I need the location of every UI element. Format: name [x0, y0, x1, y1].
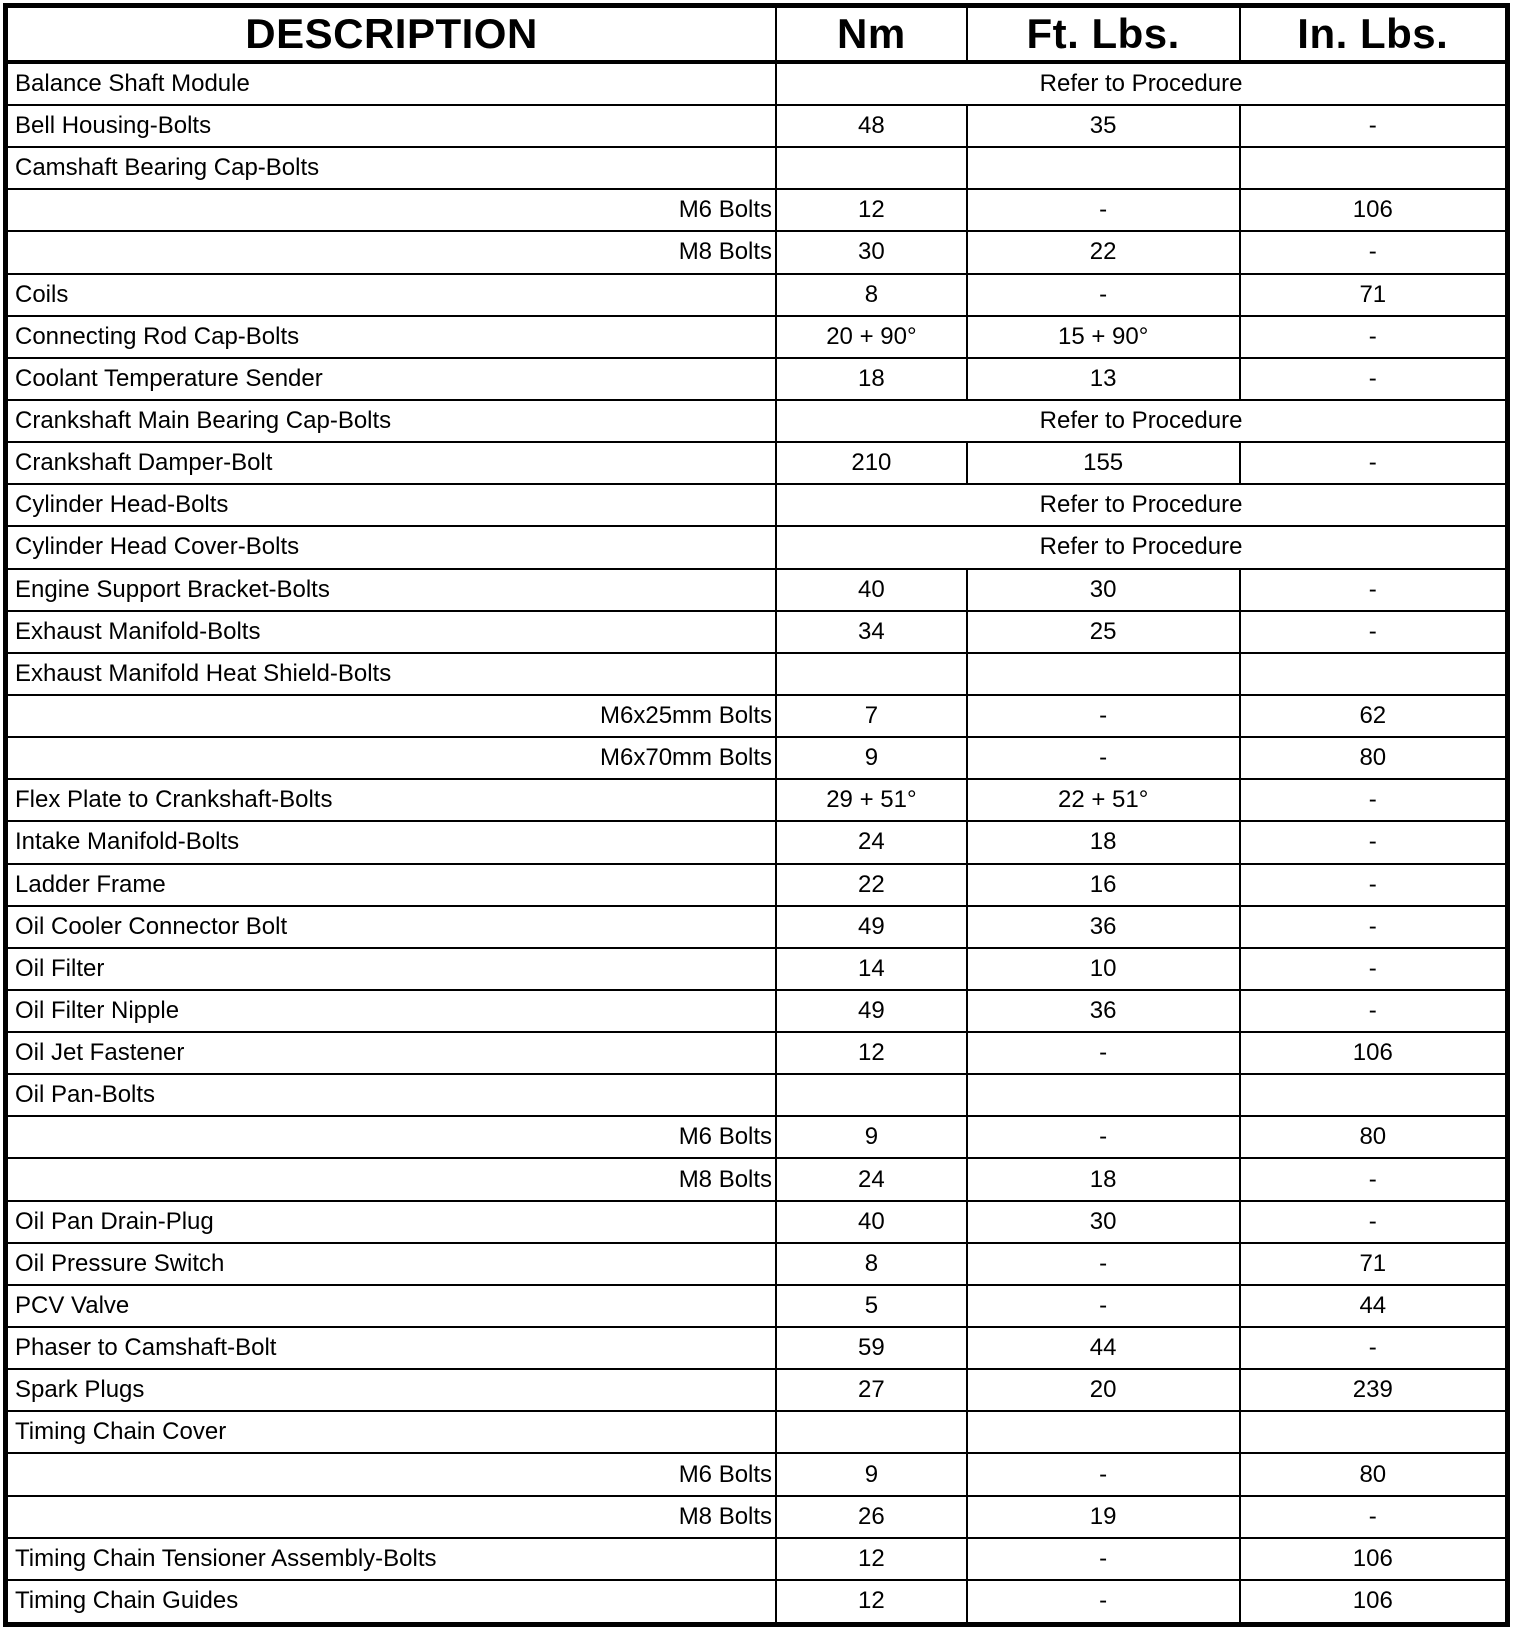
in-value-cell: -: [1240, 231, 1508, 273]
in-value-cell: -: [1240, 779, 1508, 821]
table-row: [6, 906, 1508, 948]
column-header-ft-lbs: Ft. Lbs.: [967, 6, 1240, 62]
ft-value-cell: [967, 1411, 1240, 1453]
nm-value-cell: 49: [776, 906, 967, 948]
ft-value-cell: 36: [967, 990, 1240, 1032]
description-cell: Oil Jet Fastener: [6, 1032, 777, 1074]
description-cell: Spark Plugs: [6, 1369, 777, 1411]
description-cell: Intake Manifold-Bolts: [6, 821, 777, 863]
description-cell: Timing Chain Cover: [6, 1411, 777, 1453]
column-header-nm: Nm: [776, 6, 967, 62]
description-sub-cell: M6 Bolts: [6, 1116, 777, 1158]
in-value-cell: [1240, 147, 1508, 189]
description-cell: Oil Cooler Connector Bolt: [6, 906, 777, 948]
description-sub-cell: M6x70mm Bolts: [6, 737, 777, 779]
description-sub-cell: M6x25mm Bolts: [6, 695, 777, 737]
table-row: [6, 1538, 1508, 1580]
ft-value-cell: 35: [967, 105, 1240, 147]
ft-value-cell: -: [967, 737, 1240, 779]
ft-value-cell: [967, 653, 1240, 695]
ft-value-cell: 30: [967, 569, 1240, 611]
nm-value-cell: 34: [776, 611, 967, 653]
in-value-cell: 62: [1240, 695, 1508, 737]
description-cell: Oil Filter Nipple: [6, 990, 777, 1032]
table-row: [6, 1369, 1508, 1411]
table-row: [6, 358, 1508, 400]
description-cell: Cylinder Head-Bolts: [6, 484, 777, 526]
table-row: [6, 400, 1508, 442]
description-cell: Oil Pan Drain-Plug: [6, 1201, 777, 1243]
nm-value-cell: 26: [776, 1496, 967, 1538]
in-value-cell: 44: [1240, 1285, 1508, 1327]
table-row: [6, 737, 1508, 779]
description-cell: Oil Filter: [6, 948, 777, 990]
description-cell: Timing Chain Tensioner Assembly-Bolts: [6, 1538, 777, 1580]
table-row: [6, 1201, 1508, 1243]
description-cell: Crankshaft Main Bearing Cap-Bolts: [6, 400, 777, 442]
table-row: [6, 695, 1508, 737]
nm-value-cell: 12: [776, 1032, 967, 1074]
refer-to-procedure-cell: Refer to Procedure: [776, 484, 1507, 526]
description-cell: Coolant Temperature Sender: [6, 358, 777, 400]
description-cell: Camshaft Bearing Cap-Bolts: [6, 147, 777, 189]
ft-value-cell: -: [967, 189, 1240, 231]
table-row: [6, 864, 1508, 906]
description-sub-cell: M6 Bolts: [6, 1453, 777, 1495]
table-body: [6, 62, 1508, 1625]
table-row: [6, 105, 1508, 147]
ft-value-cell: [967, 1074, 1240, 1116]
table-row: [6, 1074, 1508, 1116]
nm-value-cell: 8: [776, 1243, 967, 1285]
description-sub-cell: M8 Bolts: [6, 1496, 777, 1538]
ft-value-cell: -: [967, 1285, 1240, 1327]
nm-value-cell: [776, 1411, 967, 1453]
nm-value-cell: [776, 1074, 967, 1116]
description-cell: Ladder Frame: [6, 864, 777, 906]
table-row: [6, 231, 1508, 273]
nm-value-cell: 27: [776, 1369, 967, 1411]
ft-value-cell: -: [967, 1243, 1240, 1285]
nm-value-cell: [776, 147, 967, 189]
column-header-description: DESCRIPTION: [6, 6, 777, 62]
ft-value-cell: -: [967, 1116, 1240, 1158]
ft-value-cell: 16: [967, 864, 1240, 906]
table-row: [6, 821, 1508, 863]
nm-value-cell: 24: [776, 821, 967, 863]
column-header-in-lbs: In. Lbs.: [1240, 6, 1508, 62]
in-value-cell: -: [1240, 1201, 1508, 1243]
ft-value-cell: -: [967, 1580, 1240, 1625]
nm-value-cell: 30: [776, 231, 967, 273]
description-cell: Coils: [6, 274, 777, 316]
in-value-cell: 80: [1240, 1116, 1508, 1158]
in-value-cell: -: [1240, 864, 1508, 906]
table-row: [6, 779, 1508, 821]
description-cell: Oil Pan-Bolts: [6, 1074, 777, 1116]
nm-value-cell: 9: [776, 1453, 967, 1495]
table-row: [6, 189, 1508, 231]
table-row: [6, 62, 1508, 105]
nm-value-cell: 8: [776, 274, 967, 316]
table-row: [6, 1496, 1508, 1538]
in-value-cell: -: [1240, 1496, 1508, 1538]
in-value-cell: -: [1240, 906, 1508, 948]
in-value-cell: [1240, 653, 1508, 695]
in-value-cell: -: [1240, 1158, 1508, 1200]
ft-value-cell: 36: [967, 906, 1240, 948]
description-cell: Phaser to Camshaft-Bolt: [6, 1327, 777, 1369]
nm-value-cell: 24: [776, 1158, 967, 1200]
description-cell: Exhaust Manifold Heat Shield-Bolts: [6, 653, 777, 695]
table-row: [6, 990, 1508, 1032]
in-value-cell: 239: [1240, 1369, 1508, 1411]
in-value-cell: -: [1240, 569, 1508, 611]
nm-value-cell: 12: [776, 189, 967, 231]
description-cell: Crankshaft Damper-Bolt: [6, 442, 777, 484]
nm-value-cell: 9: [776, 737, 967, 779]
ft-value-cell: 25: [967, 611, 1240, 653]
nm-value-cell: 210: [776, 442, 967, 484]
nm-value-cell: 7: [776, 695, 967, 737]
description-sub-cell: M8 Bolts: [6, 1158, 777, 1200]
in-value-cell: 106: [1240, 1032, 1508, 1074]
nm-value-cell: 40: [776, 569, 967, 611]
ft-value-cell: [967, 147, 1240, 189]
ft-value-cell: 15 + 90°: [967, 316, 1240, 358]
nm-value-cell: 12: [776, 1538, 967, 1580]
ft-value-cell: 19: [967, 1496, 1240, 1538]
description-cell: Timing Chain Guides: [6, 1580, 777, 1625]
in-value-cell: 71: [1240, 274, 1508, 316]
table-row: [6, 1453, 1508, 1495]
table-row: [6, 1580, 1508, 1625]
in-value-cell: -: [1240, 105, 1508, 147]
nm-value-cell: 5: [776, 1285, 967, 1327]
description-cell: Oil Pressure Switch: [6, 1243, 777, 1285]
table-row: [6, 569, 1508, 611]
nm-value-cell: 22: [776, 864, 967, 906]
ft-value-cell: 44: [967, 1327, 1240, 1369]
ft-value-cell: -: [967, 695, 1240, 737]
ft-value-cell: 30: [967, 1201, 1240, 1243]
table-row: [6, 611, 1508, 653]
in-value-cell: 80: [1240, 1453, 1508, 1495]
description-cell: Exhaust Manifold-Bolts: [6, 611, 777, 653]
description-cell: Engine Support Bracket-Bolts: [6, 569, 777, 611]
in-value-cell: 106: [1240, 189, 1508, 231]
description-cell: PCV Valve: [6, 1285, 777, 1327]
ft-value-cell: -: [967, 274, 1240, 316]
nm-value-cell: 40: [776, 1201, 967, 1243]
refer-to-procedure-cell: Refer to Procedure: [776, 62, 1507, 105]
nm-value-cell: 59: [776, 1327, 967, 1369]
table-row: [6, 274, 1508, 316]
table-row: [6, 442, 1508, 484]
ft-value-cell: 22 + 51°: [967, 779, 1240, 821]
ft-value-cell: 10: [967, 948, 1240, 990]
ft-value-cell: -: [967, 1032, 1240, 1074]
nm-value-cell: [776, 653, 967, 695]
description-cell: Cylinder Head Cover-Bolts: [6, 526, 777, 568]
in-value-cell: 80: [1240, 737, 1508, 779]
table-row: [6, 1411, 1508, 1453]
table-row: [6, 1116, 1508, 1158]
ft-value-cell: 22: [967, 231, 1240, 273]
description-sub-cell: M8 Bolts: [6, 231, 777, 273]
refer-to-procedure-cell: Refer to Procedure: [776, 526, 1507, 568]
in-value-cell: -: [1240, 821, 1508, 863]
in-value-cell: [1240, 1411, 1508, 1453]
table-row: [6, 484, 1508, 526]
description-cell: Bell Housing-Bolts: [6, 105, 777, 147]
ft-value-cell: 18: [967, 821, 1240, 863]
nm-value-cell: 48: [776, 105, 967, 147]
in-value-cell: -: [1240, 358, 1508, 400]
ft-value-cell: 20: [967, 1369, 1240, 1411]
in-value-cell: -: [1240, 611, 1508, 653]
in-value-cell: 106: [1240, 1580, 1508, 1625]
description-cell: Flex Plate to Crankshaft-Bolts: [6, 779, 777, 821]
nm-value-cell: 9: [776, 1116, 967, 1158]
ft-value-cell: -: [967, 1453, 1240, 1495]
in-value-cell: -: [1240, 990, 1508, 1032]
description-cell: Balance Shaft Module: [6, 62, 777, 105]
in-value-cell: 71: [1240, 1243, 1508, 1285]
in-value-cell: 106: [1240, 1538, 1508, 1580]
ft-value-cell: 155: [967, 442, 1240, 484]
table-row: [6, 653, 1508, 695]
nm-value-cell: 49: [776, 990, 967, 1032]
nm-value-cell: 20 + 90°: [776, 316, 967, 358]
ft-value-cell: -: [967, 1538, 1240, 1580]
torque-spec-table: [3, 3, 1510, 1627]
header-row: [6, 6, 1508, 62]
table-row: [6, 316, 1508, 358]
table-row: [6, 526, 1508, 568]
in-value-cell: -: [1240, 948, 1508, 990]
nm-value-cell: 29 + 51°: [776, 779, 967, 821]
table-row: [6, 1285, 1508, 1327]
description-cell: Connecting Rod Cap-Bolts: [6, 316, 777, 358]
nm-value-cell: 14: [776, 948, 967, 990]
in-value-cell: -: [1240, 316, 1508, 358]
in-value-cell: [1240, 1074, 1508, 1116]
in-value-cell: -: [1240, 442, 1508, 484]
nm-value-cell: 12: [776, 1580, 967, 1625]
refer-to-procedure-cell: Refer to Procedure: [776, 400, 1507, 442]
table-row: [6, 1158, 1508, 1200]
table-row: [6, 147, 1508, 189]
table-row: [6, 1327, 1508, 1369]
in-value-cell: -: [1240, 1327, 1508, 1369]
table-row: [6, 1243, 1508, 1285]
table-row: [6, 948, 1508, 990]
ft-value-cell: 13: [967, 358, 1240, 400]
table-row: [6, 1032, 1508, 1074]
ft-value-cell: 18: [967, 1158, 1240, 1200]
description-sub-cell: M6 Bolts: [6, 189, 777, 231]
nm-value-cell: 18: [776, 358, 967, 400]
